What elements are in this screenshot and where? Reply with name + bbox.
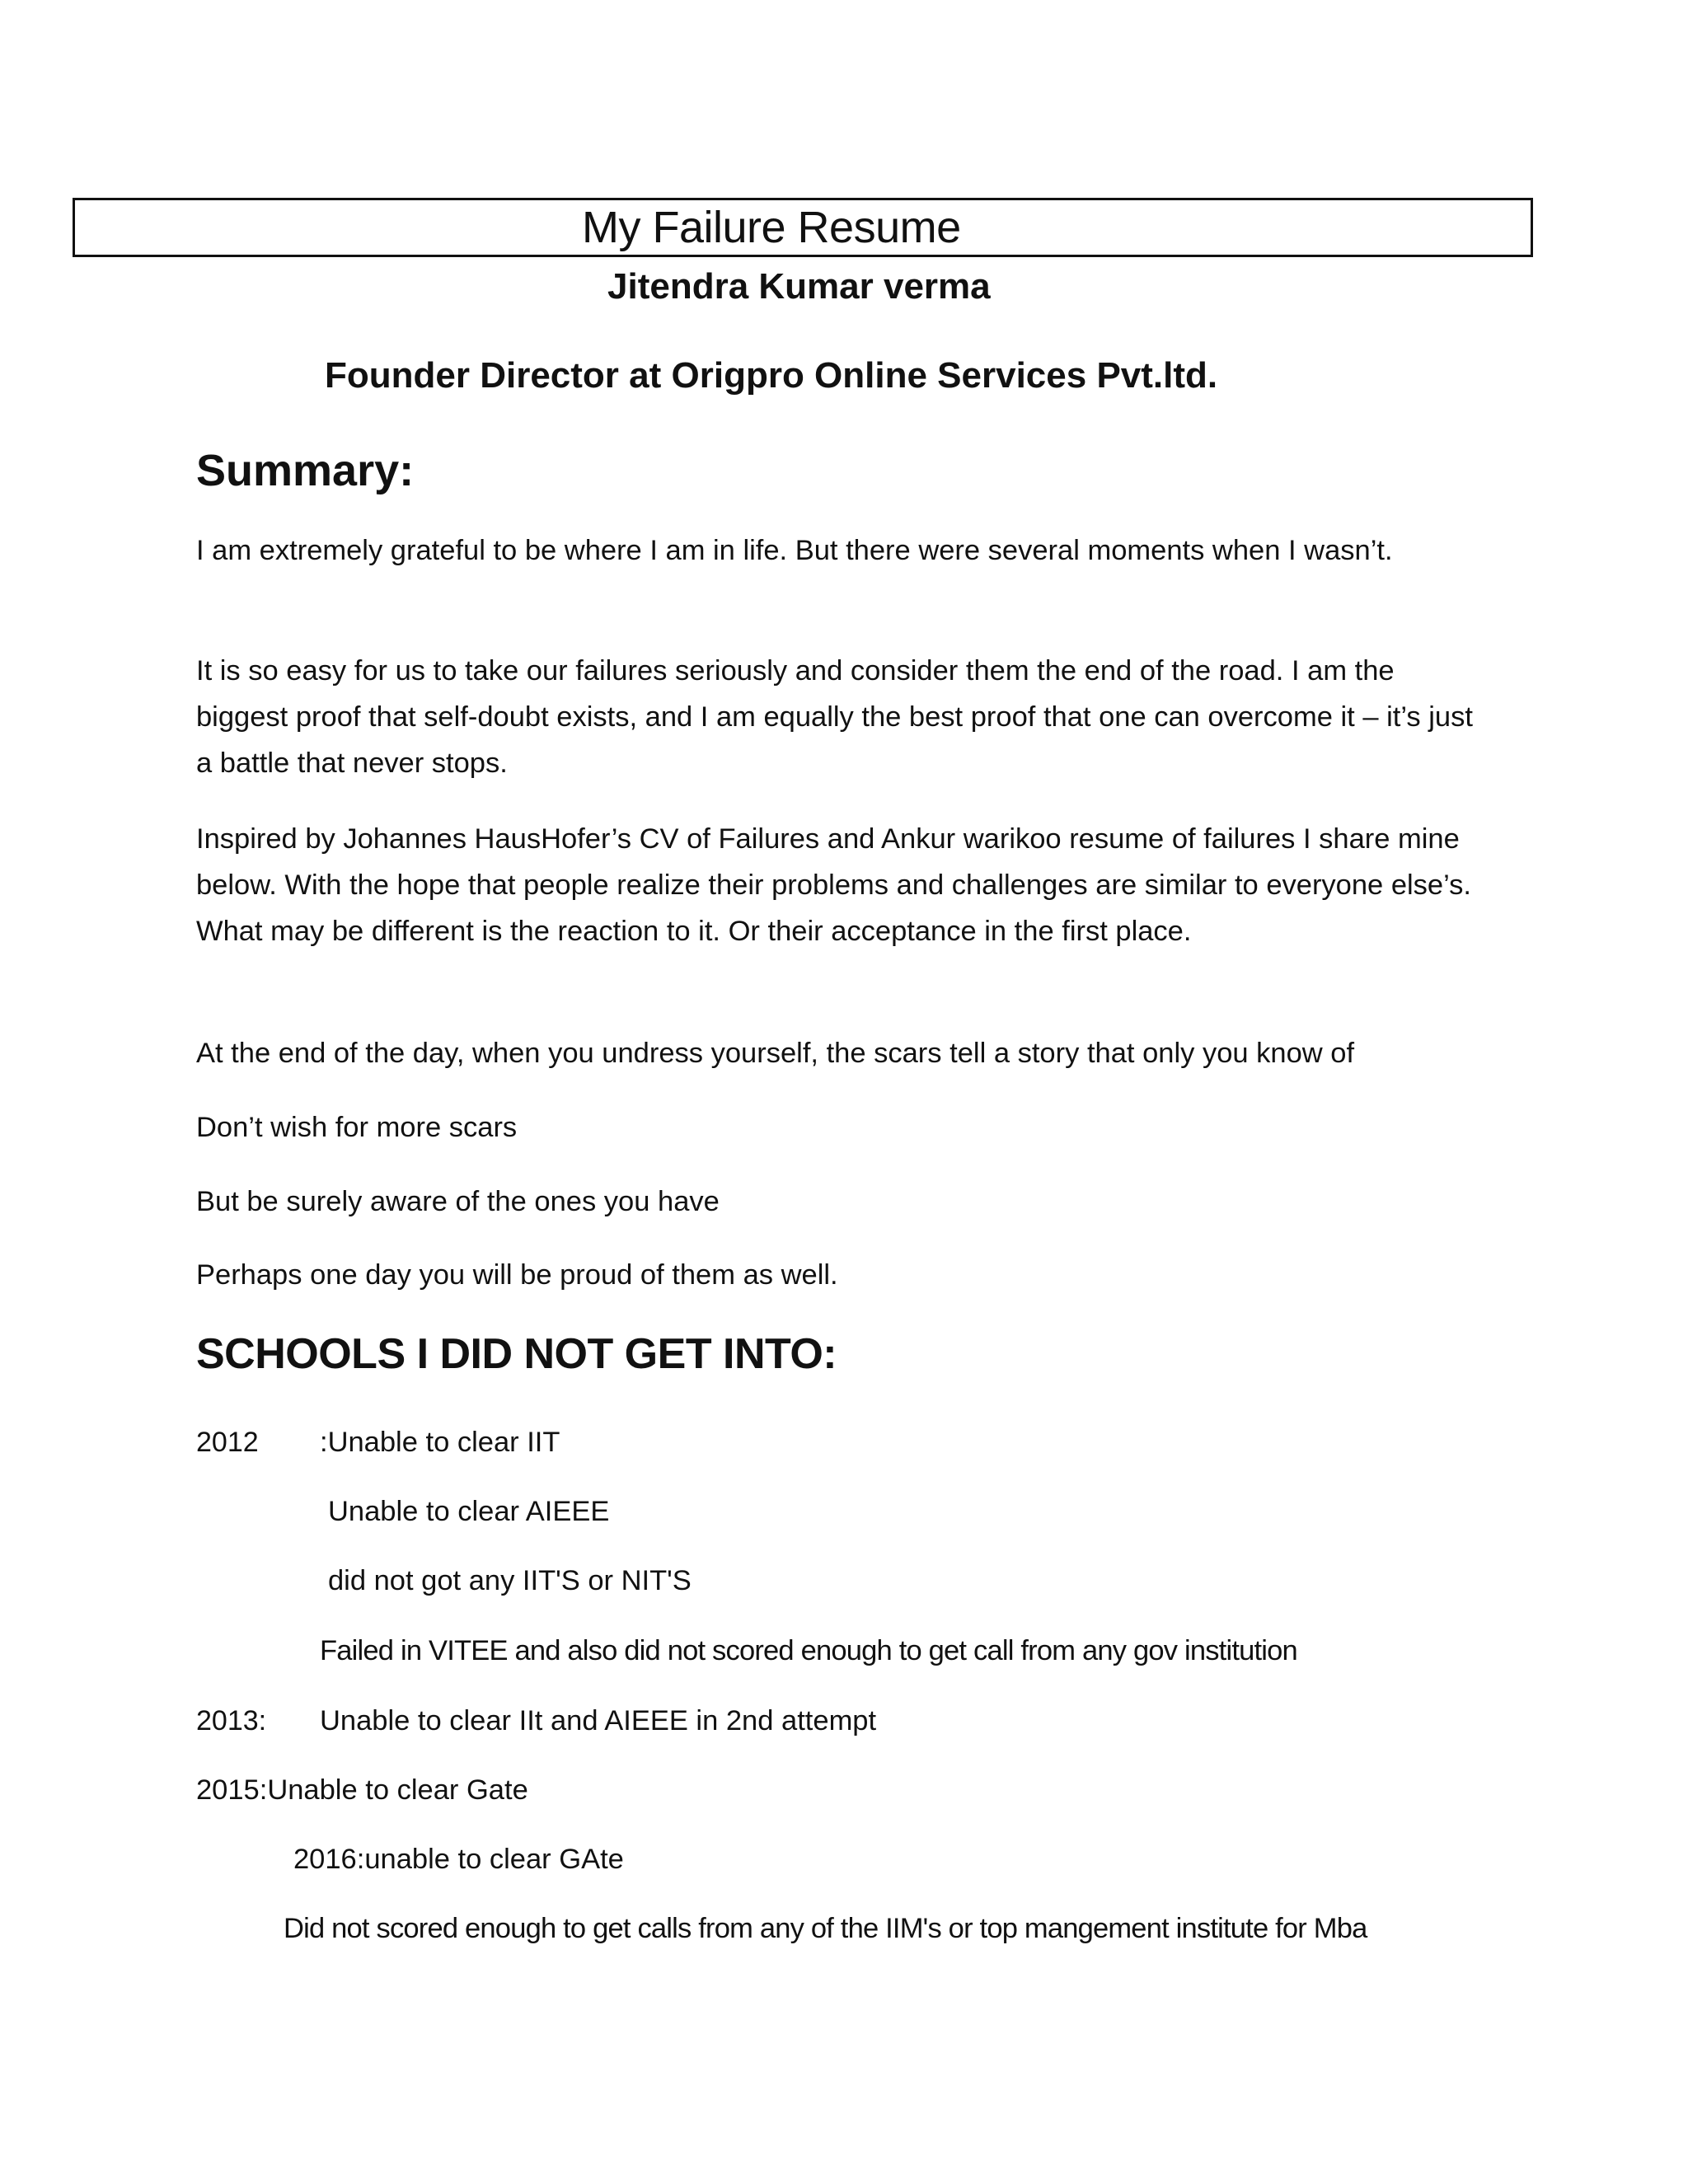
entry-text: 2016:unable to clear GAte [293, 1844, 624, 1875]
document-title: My Failure Resume [582, 203, 961, 252]
author-name: Jitendra Kumar verma [607, 266, 991, 307]
summary-heading: Summary: [196, 446, 415, 495]
entry-text: 2015:Unable to clear Gate [196, 1774, 528, 1806]
entry-text: :Unable to clear IIT [320, 1427, 560, 1458]
entry-text: Did not scored enough to get calls from any of the IIM's or top mangement institute for Mba [284, 1913, 1367, 1944]
summary-line: At the end of the day, when you undress yourself, the scars tell a story that only you know of [196, 1038, 1355, 1069]
summary-line: But be surely aware of the ones you have [196, 1186, 720, 1217]
entry-text: Unable to clear IIt and AIEEE in 2nd attempt [320, 1705, 877, 1736]
entry-text: Unable to clear AIEEE [328, 1496, 610, 1527]
summary-line: Don’t wish for more scars [196, 1112, 518, 1143]
entry-year: 2013: [196, 1705, 267, 1736]
entry-text: Failed in VITEE and also did not scored enough to get call from any gov institution [320, 1635, 1297, 1666]
summary-paragraph: I am extremely grateful to be where I am in life. But there were several moments when I wasn’t. [196, 535, 1393, 566]
summary-line: Perhaps one day you will be proud of them as well. [196, 1259, 838, 1291]
author-role: Founder Director at Origpro Online Services Pvt.ltd. [325, 355, 1218, 396]
entry-text: did not got any IIT'S or NIT'S [328, 1565, 692, 1596]
summary-paragraph: It is so easy for us to take our failures seriously and consider them the end of the road. I am the biggest proof that self-doubt exists, and I am equally the best proof that one can overcome it – it’s just a battle that never stops. [196, 655, 1473, 779]
schools-heading: SCHOOLS I DID NOT GET INTO: [196, 1330, 837, 1378]
entry-year: 2012 [196, 1427, 259, 1458]
summary-paragraph: Inspired by Johannes HausHofer’s CV of Failures and Ankur warikoo resume of failures I share mine below. With the hope that people realize their problems and challenges are similar to everyone else’s. What may be different is the reaction to it. Or their acceptance in the first place. [196, 823, 1471, 947]
